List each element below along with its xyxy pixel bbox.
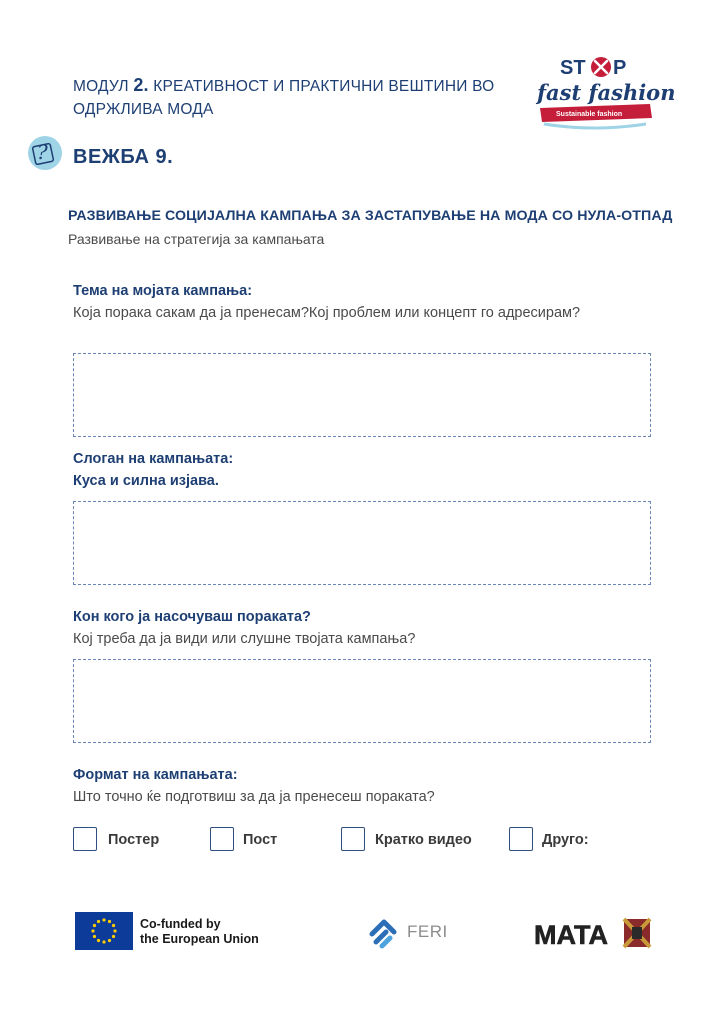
- section-subheading: Развивање на стратегија за кампањата: [68, 231, 325, 247]
- exercise-title: ВЕЖБА 9.: [73, 146, 174, 168]
- eu-cofunded-text: [140, 917, 259, 947]
- svg-text:Sustainable fashion: Sustainable fashion: [556, 111, 623, 118]
- checkbox-short-video-label: Кратко видео: [375, 832, 472, 848]
- eu-flag-icon: [75, 912, 133, 950]
- module-title: [73, 74, 513, 121]
- question-audience-hint: Кој треба да ја види или слушне твојата кампања?: [73, 631, 416, 647]
- feri-logo-text: FERI: [407, 922, 448, 941]
- svg-text:?: ?: [37, 140, 48, 164]
- svg-text:fast fashion: fast fashion: [537, 80, 676, 105]
- module-prefix: МОДУЛ: [73, 78, 129, 95]
- svg-text:P: P: [613, 57, 627, 79]
- audience-answer-box[interactable]: [73, 659, 651, 743]
- eu-star: [97, 920, 100, 923]
- eu-star: [112, 935, 115, 938]
- question-slogan-label: Слоган на кампањата:: [73, 451, 234, 467]
- module-name: КРЕАТИВНОСТ И ПРАКТИЧНИ ВЕШТИНИ ВО ОДРЖЛИВА МОДА: [73, 78, 495, 118]
- eu-star: [102, 940, 105, 943]
- stop-fast-fashion-logo: [534, 52, 676, 132]
- feri-logo-icon: [364, 912, 404, 952]
- checkbox-post[interactable]: [210, 827, 234, 851]
- topic-answer-box[interactable]: [73, 353, 651, 437]
- eu-star: [112, 924, 115, 927]
- eu-star: [113, 929, 116, 932]
- question-format-hint: Што точно ќе подготвиш за да ја пренесеш пораката?: [73, 789, 435, 805]
- eu-line-1: Co-funded by: [140, 917, 221, 931]
- svg-text:ST: ST: [560, 57, 586, 79]
- eu-star: [91, 929, 94, 932]
- eu-star: [93, 924, 96, 927]
- question-format-label: Формат на кампањата:: [73, 767, 238, 783]
- eu-star: [102, 918, 105, 921]
- checkbox-other-label: Друго:: [542, 832, 589, 848]
- slogan-answer-box[interactable]: [73, 501, 651, 585]
- checkbox-poster[interactable]: [73, 827, 97, 851]
- question-topic-hint: Која порака сакам да ја пренесам?Кој проблем или концепт го адресирам?: [73, 305, 581, 321]
- checkbox-poster-label: Постер: [108, 832, 160, 848]
- eu-star: [108, 939, 111, 942]
- eu-line-2: the European Union: [140, 932, 259, 946]
- checkbox-post-label: Пост: [243, 832, 278, 848]
- question-audience-label: Кон кого ја насочуваш пораката?: [73, 609, 311, 625]
- question-slogan-hint: Куса и силна изјава.: [73, 473, 219, 489]
- section-heading: РАЗВИВАЊЕ СОЦИЈАЛНА КАМПАЊА ЗА ЗАСТАПУВАЊЕ НА МОДА СО НУЛА-ОТПАД: [68, 208, 673, 224]
- svg-text:MATA: MATA: [534, 920, 608, 950]
- checkbox-other[interactable]: [509, 827, 533, 851]
- module-number: 2.: [133, 75, 149, 95]
- mata-logo: [532, 917, 652, 949]
- eu-star: [93, 935, 96, 938]
- question-topic-label: Тема на мојата кампања:: [73, 283, 253, 299]
- checkbox-short-video[interactable]: [341, 827, 365, 851]
- question-mark-icon: [25, 135, 63, 171]
- eu-star: [108, 920, 111, 923]
- eu-star: [97, 939, 100, 942]
